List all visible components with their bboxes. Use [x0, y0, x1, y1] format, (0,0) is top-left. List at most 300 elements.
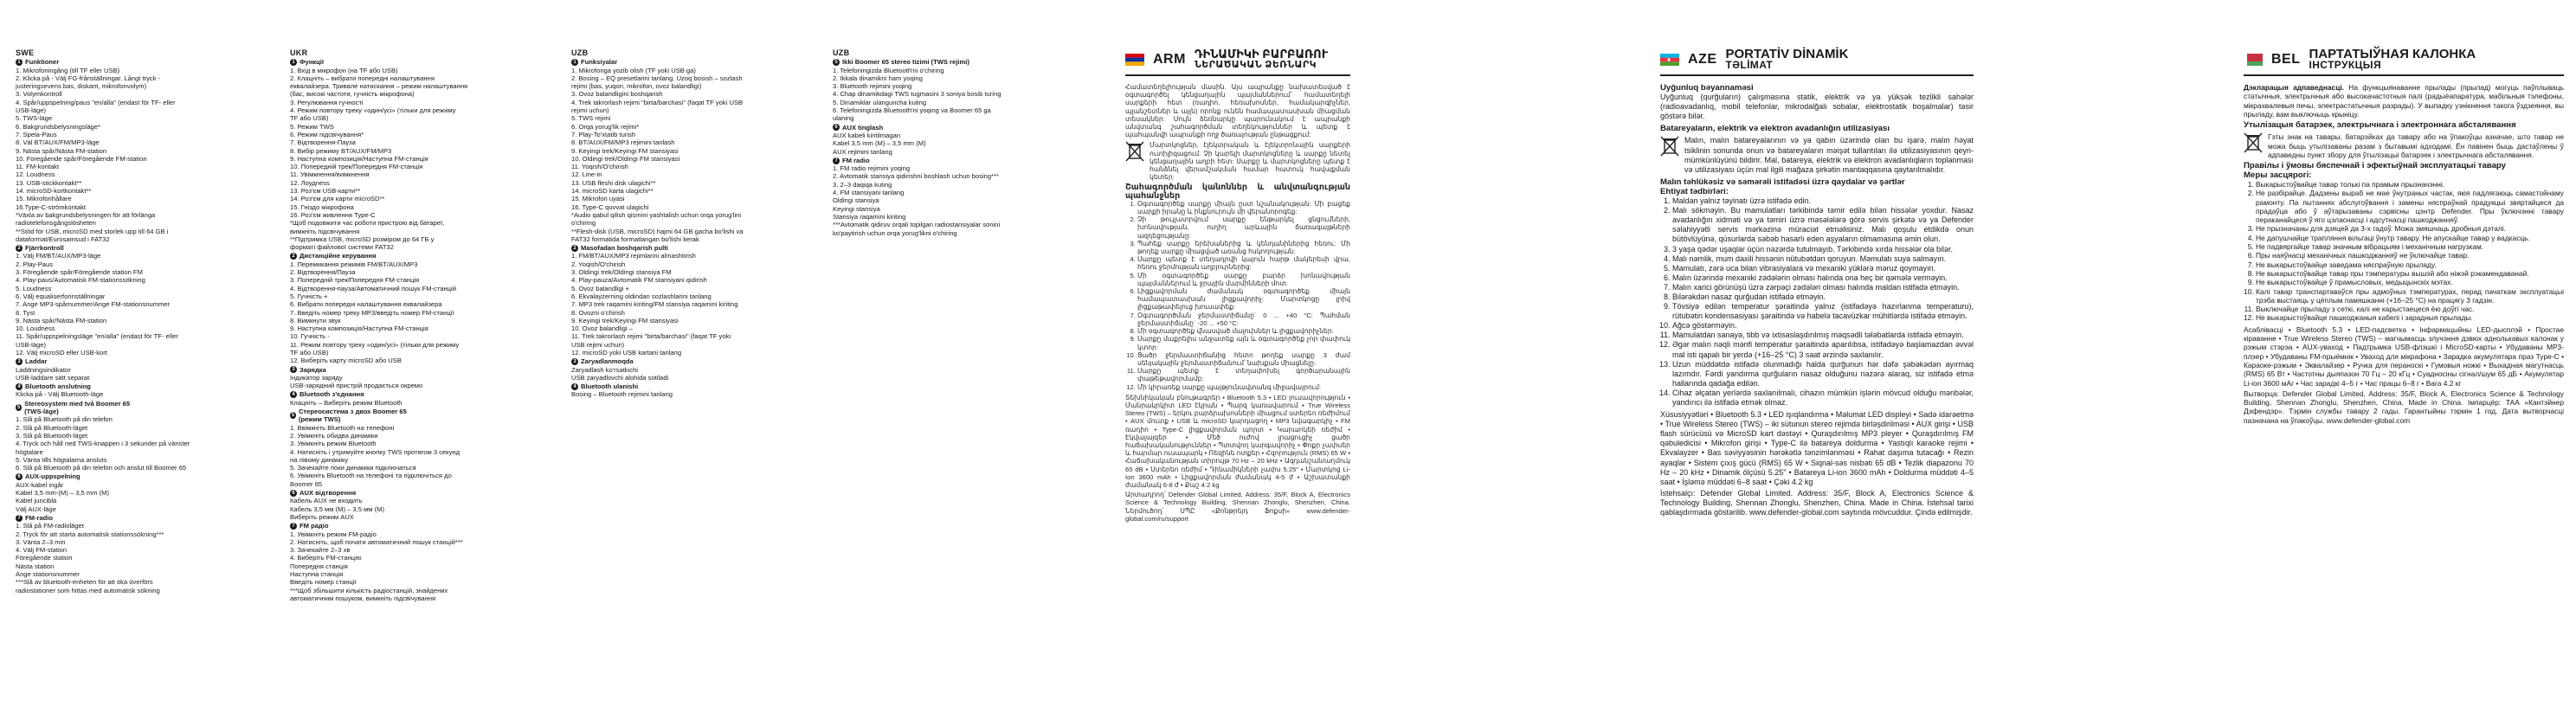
bel-battery: Гэты знак на тавары, батарэйках да тавару або на ўпакоўцы азначае, што тавар не можа быць утылізаваны разам з бытавымі адходамі. Ён павінен быць дастаўлены ў адпаведны пункт збору для ўтылізацыі батарэек і электрычнага абсталявання. [2268, 132, 2564, 160]
list-item: 11. Trek takrorlash rejimi "birta/barchasi" (faqat TF yoki [571, 332, 731, 341]
list-item: 2. Avtomatik stansiya qidirishni boshlash uchun bosing*** [833, 172, 999, 181]
section-heading-text: Bluetooth з'єднання [299, 390, 364, 399]
list-item: USB-läge) [16, 340, 47, 349]
rule-item: 9. Tövsiyə edilən temperatur şəraitində yalnız (istifadəyə hazırlanma temperaturu), rütubətin kondensasiyası şəraitində və habelə tacavüzkar mühitlərdə istifadə etməyin. [1672, 302, 1974, 321]
section-heading [290, 252, 430, 260]
list-item: 8. Вимкнути звук [290, 316, 341, 324]
arm-sheet [1125, 0, 1350, 726]
list-item: 10. Гучність - [290, 332, 330, 341]
section-number-badge: 1 [16, 59, 23, 66]
list-item: 1. FM/BT/AUX/MP3 rejimlarini almashtirish [571, 252, 696, 260]
list-item: 3. Vänta 2–3 min [16, 537, 66, 546]
section-heading [16, 514, 151, 522]
list-item: *Växla av bakgrundsbelysningen för att förlänga [16, 210, 156, 219]
list-item: 4. Tryck och håll ned TWS-knappen i 3 sekunder på vänster [16, 440, 190, 448]
list-item: 7. Введіть номер треку MP3/введіть номер FM-станції [290, 308, 454, 317]
rule-item: 10. Ցածր ջերմաստիճանից հետո թողեք սարքը 3 ժամ սենյակային ջերմաստիճանում՝ նախքան միացնելը: [1137, 351, 1350, 367]
rule-item: 4. Սարքը պետք է տեղադրվի կայուն հարթ մակերեսի վրա, հեռու ջերմության աղբյուրներից: [1137, 255, 1350, 271]
bel-rules-list [2244, 180, 2564, 323]
list-item: 8. Väl BT/AUX/FM/MP3-läge [16, 138, 100, 147]
rule-item: 5. Mamulatı, zərə uca bilan vibrasiyalara və mexaniki yüklərə məruz qoymayın. [1672, 264, 1974, 273]
list-item: 2. Slå på Bluetooth-läget [16, 423, 88, 432]
rule-item: 4. Malı nəmlik, mum daxili hissənin nütubətdən qoruyun. Məmulatı suya salmayın. [1672, 254, 1974, 264]
rule-item: 1. Օգտագործեք սարքը միայն ըստ նշանակության: Մի բացեք սարքի իրանը և ինքնուրույն մի վերանորոգեք: [1137, 200, 1350, 215]
section-heading-text: Стереосистема з двох Boomer 65 (режим TWS) [298, 408, 407, 424]
list-item: 5. Ovoz balandligi + [571, 284, 629, 292]
section-number-badge: 4 [290, 391, 297, 398]
aze-footer: İstehsalçı: Defender Global Limited. Address: 35/F, Block A, Electronics Science & Technology Building, Shennan Zhonglu, Shenzhen, China. Made in China. İstehsal tarixi qablaşdırmada göstərilib. www.defender-global.com saytında mövcuddur. Çində edilmişdir. [1660, 488, 1974, 517]
section-number-badge: 5 [833, 59, 840, 66]
list-item: 3. Попередній трек/Попередня FM-станція [290, 276, 420, 285]
belarus-flag-icon [2244, 54, 2263, 66]
list-item: rejimi uchun) [571, 106, 609, 115]
section-heading [833, 157, 980, 164]
list-item: 14. Роз'єм для карти microSD** [290, 195, 385, 203]
list-item: 4. Play-paus/Automatisk FM-stationssökning [16, 276, 145, 285]
swe-lang-label: SWE [16, 48, 35, 57]
list-item: ***Щоб збільшити кількість радіостанцій, знайдених [290, 586, 448, 594]
list-item: radiostationer som hittas med automatisk sökning [16, 586, 160, 594]
bel-code: BEL [2271, 52, 2301, 67]
section-number-badge: 6 [290, 490, 297, 497]
rule-item: 3. Не прызначаны для дзяцей да 3-х гадоў. Можа змяшчаць дробныя дэталі. [2256, 224, 2564, 233]
list-item: автоматичним пошуком, вимкніть підсвічування [290, 594, 436, 602]
bel-header [2244, 45, 2564, 76]
aze-rules-list [1660, 196, 1974, 408]
section-number-badge: 7 [833, 157, 840, 164]
section-number-badge: 2 [571, 245, 578, 252]
arm-footer: Արտադրող՝ Defender Global Limited, Address: 35/F, Block A, Electronics Science & Technology Building, Shennan Zhonglu, Shenzhen, China. Ներմուծող՝ ՍՊԸ «Քոնթրեյդ Ֆոքսի» www.defender-global.com/ru/support [1125, 491, 1350, 523]
list-item: rejimi (bas, yuqori, mikrofon, ovoz balandligi) [571, 82, 702, 91]
list-item: *Audio qabul qilish qismini yashtalish uchun orqa yorug'lini [571, 210, 742, 219]
rule-item: 6. Malın üzərində mexaniki zədələrin olması halında ona heç bir qəmələ verməyin. [1672, 273, 1974, 283]
list-item: 11. FM-kontakt [16, 163, 60, 171]
section-number-badge: 4 [571, 383, 578, 390]
section-number-badge: 3 [571, 358, 578, 365]
uzb-column-1 [571, 0, 744, 726]
list-item: 3. Ovoz balandligini boshqarish [571, 90, 663, 99]
list-item: 7. Play-To'xtatib turish [571, 130, 636, 138]
section-heading-text: Stereosystem med två Boomer 65 (TWS-läge) [24, 399, 131, 416]
arm-subtitle: ՆԵՐԱԾԱԿԱՆ ՁԵՌՆԱՐԿ [1194, 60, 1317, 70]
crossed-bin-icon [2244, 132, 2263, 153]
rule-item: 6. Լիցքավորման ժամանակ օգտագործեք միայն համապատասխան լիցքավորիչ: Մարտկոցը լրիվ լիցքաթափելուց խուսափեք: [1137, 287, 1350, 312]
arm-rules-list [1125, 200, 1350, 391]
list-item: 2. Ikkala dinamikni ham yoqing [833, 74, 923, 82]
arm-rules-heading: Շահագործման կանոններ և անվտանգության պահանջներ [1125, 183, 1350, 201]
list-item: 16.Type-C-strömkontakt [16, 202, 87, 211]
section-number-badge: 5 [291, 413, 295, 419]
list-item: вимкніть підсвічування [290, 227, 360, 235]
list-item: 3. Föregående spår/Föregående station FM [16, 268, 143, 277]
rule-item: 9. Не выкарыстоўвайце ў прамысловых, медыцынскіх мэтах. [2256, 278, 2564, 286]
crossed-bin-icon [1125, 141, 1144, 162]
list-item: 4. FM stansiyani tanlang [833, 189, 905, 197]
list-item: 12. Line-in [571, 170, 602, 179]
ukr-lines [290, 58, 468, 602]
section-heading-text: AUX tinglash [842, 123, 884, 132]
list-item: 3. Bluetooth rejimini yoqing [833, 82, 912, 91]
arm-specs: Տեխնիկական բնութագրեր • Bluetooth 5.3 • LED լուսավորություն • Մանրակրկիտ LED էկրան • Պարզ կառավարում • True Wireless Stereo (TWS) – երկու բարձրախոսների միացում ստերեո ռեժիմում • AUX մուտք • USB և microSD կարդացող • MP3 նվագարկիչ • FM ռադիո • Type-C լիցքավորման պորտ • Կարաոկեի ռեժիմ • Էկվալայզեր • Մեծ ուժով լրացուցիչ ցածր հաճախականություններ • Պտտվող կարգավորիչ • Փոքր չափսեր և հարմար ուսապարկ • Ռեզինե ոտքեր • Հզորություն (RMS) 65 W • Հաճախականության տիրույթ 70 Hz – 20 kHz • Ազդանշան/աղմուկ 65 dB • Ստերեո ռեժիմ • Դինամիկների չափս 5.25" • Մարտկոց Li-Ion 3600 mAh • Լիցքավորման ժամանակ 4-5 ժ • Աշխատանքի ժամանակ 6-8 ժ • Քաշ 4.2 kg [1125, 393, 1350, 489]
list-item: 3. Slå på Bluetooth-läget [16, 431, 88, 440]
aze-sheet [1660, 0, 1974, 726]
list-item: 1. Slå på FM-radioläget [16, 522, 84, 530]
section-number-badge: 3 [16, 358, 23, 365]
list-item: 5. Loudness [16, 284, 52, 292]
rule-item: 11. Выключайце прыладу з сеткі, калі не карыстаецеся ёю доўгі час. [2256, 305, 2564, 313]
list-item: 1. Ввімкніть Bluetooth на телефоні [290, 423, 395, 432]
list-item: 2. Відтворення/Пауза [290, 268, 356, 277]
list-item: justeringsevens bas, diskant, mikrofonvolym) [16, 82, 147, 91]
list-item: 2. Bosing – EQ presetlarini tanlang. Uzoq bosish – sozlash [571, 74, 743, 82]
list-item: Виберіть режим AUX [290, 512, 354, 521]
list-item: 3. Зачекайте 2–3 хв [290, 546, 351, 555]
list-item: 2. Play-Paus [16, 260, 54, 268]
rule-item: 7. Օգտագործման ջերմաստիճանը` 0 ... +40 °C: Պահման ջերմաստիճանը` -20 ... +50 °C: [1137, 312, 1350, 327]
list-item: 7. Spela-Paus [16, 130, 57, 138]
list-item: 8. BT/AUX/FM/MP3 rejimini tanlash [571, 138, 675, 147]
list-item: 11. Увімкнення/вимкнення [290, 170, 370, 179]
swe-column [16, 0, 190, 726]
list-item: 2. Клацніть – вибрати попередні налаштування [290, 74, 435, 82]
list-item: 13. USB fleshi disk ulagichi** [571, 178, 656, 187]
section-heading [290, 58, 430, 66]
list-item: 1. Перемикання режимів FM/BT/AUX/MP3 [290, 260, 418, 268]
azerbaijan-flag-icon [1660, 54, 1679, 66]
aze-compat-heading: Uyğunluq bəyannaməsi [1660, 83, 1754, 93]
bel-rules-sub: Меры засцярогі: [2244, 170, 2312, 180]
list-item: 6. Orqa yorug'lik rejimi* [571, 122, 640, 131]
bel-compat: На функцыянаванне прылады (прылад) могуць паўплываць статычныя, электрычныя або высокачастотныя палі (радыёапаратура, мабільныя тэлефоны, мікрахвалевыя печы, электрастатычныя разрады). У выпадку узнікнення такога ўздзеяння, вы прыладу, вам выключыць крыніцу. [2244, 83, 2564, 119]
rule-item: 3. 3 yaşa qədər uşaqlar üçün nəzərdə tutulmayıb. Tərkibində xırda hissələr ola bilər. [1672, 245, 1974, 254]
aze-battery-heading: Batareyaların, elektrik və elektron avadanlığın utilizasiyası [1660, 124, 1890, 134]
list-item: 2. Klicka på - Välj FG-frånställningar. Långt tryck - [16, 74, 161, 82]
list-item: 5. Зачекайте поки динаміки підключаться [290, 464, 416, 472]
list-item: 9. Nästa spår/Nästa FM-station [16, 316, 107, 324]
section-heading [571, 357, 710, 365]
list-item: Stansiya raqamini kiriting [833, 212, 906, 221]
section-heading-text: Дистанційне керування [299, 252, 377, 260]
rule-item: 13. Uzun müddətdə istifadə olunmadığı halda qurğunun hər dəfə şəbəkədən ayırmaq lazımdır. Fərdi yandırma qurğuların nasaz olduğunu nəzərə alaraq, siz istifadə etmə hallarında qadağa edilən. [1672, 360, 1974, 389]
section-heading-text: Зарядка [299, 365, 326, 374]
list-item: ***Slå av bluetooth-enheten för att öka överförs [16, 578, 153, 587]
list-item: 4. Відтворення-пауза/Автоматичний пошук FM-станцій [290, 284, 456, 292]
list-item: 14. microSD-kortkontakt** [16, 187, 92, 196]
list-item: *Щоб подовжити час роботи пристрою від батареї, [290, 219, 445, 228]
list-item: TF або USB) [290, 114, 329, 123]
section-heading [16, 400, 151, 416]
bel-subtitle: ІНСТРУКЦЫЯ [2309, 59, 2381, 71]
list-item: 6. Вибрати попередні налаштування еквалайзера [290, 300, 442, 309]
section-heading [290, 522, 430, 530]
section-number-badge: 6 [16, 473, 23, 480]
rule-item: 3. Պահեք սարքը երեխաներից և կենդանիներից հեռու: Մի թողեք սարքը միացված առանց հսկողության: [1137, 240, 1350, 255]
list-item: 6. Ekvalayzerning oldindan sozlashlarini tanlang [571, 292, 712, 300]
list-item: Кабель AUX не входить [290, 497, 363, 505]
list-item: 3. Volymkontroll [16, 90, 62, 99]
list-item: 12. Loudness [16, 170, 55, 179]
arm-header [1125, 45, 1350, 76]
list-item: **Stöd för USB, microSD med storlek upp till 64 GB i [16, 227, 169, 235]
list-item: 13. Роз'єм USB-карти** [290, 187, 361, 196]
list-item: 11. Yoqish/O'chirish [571, 163, 628, 171]
list-item: 4. Режим повтору треку «один/усі» (тільки для режиму [290, 106, 456, 115]
aze-rules-heading: Malın təhlükəsiz və səmərəli istifadəsi üzrə qaydalar və şərtlər [1660, 177, 1905, 187]
rule-item: 10. Ağcə göstərməyin. [1672, 321, 1974, 331]
rule-item: 12. Մի կիրառեք սարքը պայթյունավտանգ միջավայրում: [1137, 383, 1350, 391]
list-item: 8. Вибір режиму BT/AUX/FM/MP3 [290, 146, 392, 155]
list-item: Наступна станція [290, 570, 344, 578]
list-item: 9. Наступна композиція/Наступна FM-станція [290, 324, 428, 333]
rule-item: 6. Пры наяўнасці механічных пашкоджанняў не ўключайце тавар. [2256, 251, 2564, 260]
list-item: 4. Spår/uppspelning/paus "en/alla" (endast för TF- eller [16, 98, 176, 106]
list-item: AUX rejimini tanlang [833, 147, 892, 156]
section-heading-text: Funksiyalar [581, 58, 618, 67]
section-heading-text: Функції [299, 58, 325, 67]
list-item: 5. TWS rejimi [571, 114, 611, 123]
list-item: Kabel juncibla [16, 497, 57, 505]
section-heading [571, 58, 710, 66]
list-item: 14. microSD karta ulagichi** [571, 187, 654, 196]
rule-item: 5. Не падвяргайце тавар значным вібрацыям і механічным нагрузкам. [2256, 242, 2564, 251]
section-number-badge: 2 [290, 253, 297, 260]
section-heading [571, 382, 710, 390]
rule-item: 7. Malın xarici görünüşü üzrə zərpəçi zədələri olması halında maldan istifadə etməyin. [1672, 283, 1974, 292]
list-item: dataformat/Eurosamsud i FAT32 [16, 235, 110, 243]
list-item: Клацніть – Виберіть режим Bluetooth [290, 398, 402, 407]
list-item: FAT32 formatida formatlangan bo'lishi kerak [571, 235, 699, 243]
section-heading [571, 244, 710, 252]
section-heading-text: Fjärrkontroll [25, 244, 64, 253]
section-heading [16, 58, 151, 66]
list-item: 6. Bakgrundsbelysningsläge* [16, 122, 100, 131]
rule-item: 12. Не выкарыстоўвайце пашкоджаныя кабелі і зарадныя прылады. [2256, 313, 2564, 322]
section-number-badge: 3 [290, 366, 297, 373]
list-item: 3. Oldingi trek/Oldingi stansiya FM [571, 268, 672, 277]
list-item: Klicka på - Välj Bluetooth-läge [16, 390, 104, 399]
section-number-badge: 4 [16, 383, 23, 390]
rule-item: 11. Mamulatdan sanayə, tibb və ixtisaslaşdırılmış məqsədli tələbatlarda istifadə etməyin. [1672, 331, 1974, 340]
rule-item: 8. Մի օգտագործեք վնասված մալուխներ և լիցքավորիչներ: [1137, 327, 1350, 335]
aze-compat: Uyğunluq (qurğuların) çalışmasına statik, elektrik və ya yüksək tezlikli sahələr (radioavadanlıq, mobil telefonlar, mikrodalğalı sobalar, elektrostatik boşalmalar) təsir göstərə bilər. [1660, 93, 1974, 121]
list-item: 1. Увімкніть режим FM-радіо [290, 530, 377, 538]
rule-item: 2. Malı sökməyin. Bu mamulatları tərkibində təmir edilə bilən hissələr yoxdur. Nasaz avadanlığın xidməti və ya təmiri üzrə məsələlərə görə servis şirkətə və ya Defender səlahiyyətli servis mərkəzinə müraciət etməlisiniz. Malı qoşulu etdikdə onun bütövlüyünə, qüsurlarda səbəb hasarlı eden aşyaların olmamasına əmin olun. [1672, 206, 1974, 244]
list-item: o'chiring [571, 219, 596, 228]
ukr-lang-label: UKR [290, 48, 308, 57]
list-item: Nästa station [16, 562, 55, 570]
rule-item: 2. Չի թույլատրվում սարքը ենթարկել ցնցումների, խոնավության, ուղիղ արևային ճառագայթների ազդեցությանը: [1137, 215, 1350, 240]
list-item: ko'paytirish uchun orqa yorug'likni o'chiring [833, 228, 957, 237]
section-number-badge: 1 [290, 59, 297, 66]
aze-title: PORTATİV DİNAMİK [1725, 47, 1849, 61]
list-item: 9. Keyingi trek/Keyingi FM stansiyasi [571, 316, 679, 324]
list-item: 4. Play-pauza/Avtomatik FM stansiyani qidirish [571, 276, 707, 285]
list-item: 4. Välj FM-station [16, 546, 68, 555]
list-item: Попередня станція [290, 562, 348, 570]
section-heading-text: FM радіо [299, 522, 329, 530]
list-item: 5. Режим TWS [290, 122, 334, 131]
list-item: TF або USB) [290, 348, 329, 357]
rule-item: 10. Калі тавар транспартаваўся пры адмоўных тэмпературах, перад пачаткам эксплуатацыі трэба выстаяць у цёплым памяшканні (+16–25 °C) на працягу 3 гадзін. [2256, 287, 2564, 305]
list-item: 6. Telefoningizda Bluetooth'ni yoqing va Boomer 65 ga [833, 106, 991, 115]
list-item: ***Avtomatik qidiruv orqali topilgan radiostansiyalar sonini [833, 221, 1001, 229]
list-item: 10. Föregående spår/Föregående FM-station [16, 154, 147, 163]
list-item: Kabel 3,5 mm (M) – 3,5 mm (M) [833, 139, 926, 148]
list-item: еквалайзера. Тривале натискання – режим налаштування [290, 82, 468, 91]
section-number-badge: 6 [833, 124, 840, 131]
list-item: 1. Mikrofoningång (till TF eller USB) [16, 66, 120, 74]
list-item: 7. MP3 trek raqamini kiriting/FM stansiya raqamini kiriting [571, 300, 738, 309]
list-item: 2. Натисніть, щоб почати автоматичний пошук станцій*** [290, 537, 463, 546]
aze-specs: Xüsusiyyətləri • Bluetooth 5.3 • LED işıqlandırma • Məlumat LED displeyi • Sadə idarəetmə • True Wireless Stereo (TWS) – iki sütunun stereo rejimdə birləşdirilməsi • AUX girişi • USB flash sürücüsü və MicroSD kart dəstəyi • Quraşdırılmış MP3 pleyer • Quraşdırılmış FM qəbuledicisi • Mikrofon girişi • Type-C ilə batareya doldurma • Yastıqlı karaoke rejimi • Ekvalayzer • Bas səviyyəsinin hərəkətlə tənzimlənməsi • Rahat daşıma tutacağı • Rezin ayaqlar • Sistem çıxış gücü (RMS) 65 W • Siqnal-səs nisbəti 65 dB • Tezlik diapazonu 70 Hz – 20 kHz • Dinamik ölçüsü 5.25" • Batareya Li-ion 3600 mAh • Doldurma müddəti 4–5 saat • İşləmə müddəti 6–8 saat • Çəki 4.2 kg [1660, 410, 1974, 486]
list-item: 1. Slå på Bluetooth på din telefon [16, 415, 113, 424]
bel-sheet [2244, 0, 2564, 726]
list-item: 12. Виберіть карту microSD або USB [290, 357, 402, 365]
aze-header [1660, 45, 1974, 76]
list-item: 4. Trek takrorlash rejimi "birta/barchasi" (faqat TF yoki USB [571, 98, 744, 106]
list-item: 1. Telefoningizda Bluetooth'ni o'chiring [833, 66, 944, 74]
aze-code: AZE [1688, 52, 1717, 67]
arm-code: ARM [1153, 52, 1186, 67]
list-item: 4. Натисніть і утримуйте кнопку TWS протягом 3 секунд [290, 447, 460, 456]
armenia-flag-icon [1125, 54, 1144, 66]
section-heading [16, 472, 151, 480]
section-heading [833, 124, 980, 132]
list-item: USB zaryadlovchi alohida sotiladi [571, 373, 669, 382]
section-heading-text: Laddar [25, 357, 48, 366]
list-item: 10. Ovoz balandligi – [571, 324, 633, 333]
rule-item: 8. Не выкарыстоўвайце тавар пры тэмпературы вышэй або ніжэй рэкамендаванай. [2256, 269, 2564, 278]
arm-body [1125, 83, 1350, 523]
rule-item: 5. Մի օգտագործեք սարքը բարձր խոնավության պայմաններում և ջրային մարմինների մոտ: [1137, 272, 1350, 287]
list-item: 5. Dinamiklar ulanguncha kuting [833, 98, 927, 106]
list-item: 9. Наступна композиція/Наступна FM-станція [290, 154, 428, 163]
section-number-badge: 1 [571, 59, 578, 66]
list-item: Laddningsindikator [16, 365, 71, 374]
section-heading-text: FM-radio [25, 513, 54, 522]
list-item: Kabel 3,5 mm-(M) – 3,5 mm (M) [16, 489, 110, 498]
section-heading-text: AUX-uppspelning [25, 472, 80, 481]
section-heading [290, 366, 430, 374]
list-item: 11. Spår/uppspelningsläge "en/alla" (endast för TF- eller [16, 332, 178, 341]
list-item: **Підтримка USB, microSD розміром до 64 ГБ у [290, 235, 435, 243]
section-heading-text: Masofadan boshqarish pulti [581, 244, 668, 253]
list-item: форматі файлової системи FAT32 [290, 243, 394, 252]
arm-battery: Մարտկոցներ, էլեկտրական և էլեկտրոնային սարքերի ուտիլիզացում. Չի կարելի մարտկոցները և սարքը նետել կենցաղային աղբի հետ: Սարքը և մարտկոցները պետք է հանձնել վերամշակման համար հատուկ հավաքման կետեր: [1150, 141, 1350, 182]
list-item: USB rejimi uchun) [571, 340, 625, 349]
ukr-column [290, 0, 468, 726]
bel-body [2244, 83, 2564, 425]
list-item: 6. Режим підсвічування* [290, 130, 364, 138]
list-item: 15. Mikrofonhållare [16, 195, 72, 203]
list-item: 4. Виберіть FM-станцію [290, 554, 362, 562]
aze-subtitle: TƏLİMAT [1725, 59, 1774, 71]
list-item: 12. Välj microSD eller USB-kort [16, 348, 107, 357]
uzb2-lang-label: UZB [833, 48, 850, 57]
section-heading [290, 408, 430, 424]
section-heading [290, 489, 430, 497]
section-heading-text: Bluetooth anslutning [25, 382, 91, 391]
list-item: 16. Type-C quvvat ulagichi [571, 202, 649, 211]
section-heading-text: FM radio [842, 156, 870, 164]
list-item: 7. Відтворення-Пауза [290, 138, 356, 147]
section-heading [16, 382, 151, 390]
section-heading-text: Funktioner [25, 58, 60, 67]
list-item: 5. Гучність + [290, 292, 328, 300]
list-item: 9. Nästa spår/Nästa FM-station [16, 146, 107, 155]
list-item: 3. Увімкніть режим Bluetooth [290, 440, 377, 448]
rule-item: 11. Սարքը պետք է տեղափոխել գործարանային փաթեթավորմամբ: [1137, 367, 1350, 382]
list-item: Індикатор заряду [290, 373, 343, 382]
list-item: на лівому динаміку [290, 455, 349, 464]
uzb-column-2 [833, 0, 1001, 726]
arm-title: ԴԻՆԱՄԻԿԻ ԲԱՐԲԱՌՈՒ [1194, 48, 1329, 61]
list-item: 6. Увімкніть Bluetooth на телефоні та підключіться до [290, 472, 452, 480]
section-heading-text: Bluetooth ulanishi [581, 382, 639, 391]
list-item: 1. Välj FM/BT/AUX/MP3-läge [16, 252, 101, 260]
section-number-badge: 7 [16, 515, 23, 522]
list-item: 15. Гніздо мікрофона [290, 202, 354, 211]
list-item: USB-зарядний пристрій продається окремо [290, 382, 423, 390]
list-item: 1. Mikrofonga yozib olish (TF yoki USB ga) [571, 66, 696, 74]
list-item: AUX kabeli kiritilmagan [833, 131, 901, 139]
list-item: AUX-kabel ingår [16, 480, 64, 489]
bel-battery-heading: Утылізацыя батарэек, электрычнага і электроннага абсталявання [2244, 120, 2516, 131]
uzb1-lang-label: UZB [571, 48, 589, 57]
list-item: ulaning [833, 114, 854, 123]
section-number-badge: 5 [16, 405, 21, 411]
aze-rules-sub: Ehtiyat tədbirləri: [1660, 186, 1729, 196]
list-item: **Flesh-disk (USB, microSD) hajmi 64 GB gacha bo'lishi va [571, 227, 744, 235]
list-item: 8. Tyst [16, 308, 35, 317]
swe-lines [16, 58, 190, 594]
rule-item: 9. Սարքը մաքրելիս անջատեք այն և օգտագործեք չոր փափուկ կտոր: [1137, 335, 1350, 350]
list-item: 5. Vänta tills högtalarna ansluts [16, 455, 107, 464]
list-item: 6. Slå på Bluetooth på din telefon och anslut till Boomer 65 [16, 464, 187, 472]
section-heading [290, 390, 430, 398]
list-item: radiotelefonsgångslösheten [16, 219, 96, 228]
uzb1-lines [571, 58, 744, 399]
list-item: Bosing – Bluetooth rejimini tanlang [571, 390, 673, 399]
list-item: Кабель 3,5 мм (M) – 3,5 мм (M) [290, 504, 385, 513]
list-item: 3. 2–3 daqiqa kuting [833, 180, 892, 189]
list-item: 3. Регулювання гучності [290, 98, 364, 106]
list-item: Zaryadlash ko'rsatkichi [571, 365, 638, 374]
list-item: 8. Ovozni o'chirish [571, 308, 625, 317]
list-item: 10. Oldingi trek/Oldingi FM stansiyasi [571, 154, 680, 163]
list-item: 10. Loudness [16, 324, 55, 333]
bel-title: ПАРТАТЫЎНАЯ КАЛОНКА [2309, 47, 2476, 61]
list-item: 5. TWS-läge [16, 114, 53, 123]
rule-item: 14. Cihaz əlçatan yerlərdə saxlanılmalı, cihazın mümkün işlərin mövcud olduğu mənbələr, yandırıcı ilə istifadə etmək olmaz. [1672, 389, 1974, 408]
list-item: 16. Роз'єм живлення Type-C [290, 210, 376, 219]
list-item: 10. Попередній трек/Попередня FM-станція [290, 163, 423, 171]
rule-item: 1. Maldan yalnız təyinatı üzrə istifadə edin. [1672, 196, 1974, 206]
list-item: 15. Mikrofon uyasi [571, 195, 625, 203]
aze-battery: Malın, malın batareyalarının və ya qabın üzərində olan bu işarə, malın həyat tsiklinin sonunda onun və batareyaların məişət tullantıları ilə utilizasiyasının qeyri-mümkünlüyünü bildirir. Mal, batareya, elektrik və elektron avadanlıqların toplanması və utilizasiyası üçün mal ilgili mağaza şirkətin mantaqqasına qaytarılmalıdır. [1684, 136, 1974, 174]
section-number-badge: 2 [16, 245, 23, 252]
bel-rules-heading: Правілы і ўмовы бяспечнай і эфектыўнай эксплуатацыі тавару [2244, 161, 2506, 171]
section-heading [16, 244, 151, 252]
rule-item: 8. Bilərəkdən nasaz qurğudan istifadə etməyin. [1672, 292, 1974, 302]
crossed-bin-icon [1660, 136, 1679, 157]
list-item: Boomer 65 [290, 479, 323, 488]
section-heading-text: Zaryadlanmoqda [581, 357, 634, 366]
list-item: Välj AUX-läge [16, 504, 56, 513]
list-item: (бас, високі частоти, гучність мікрофона) [290, 90, 415, 99]
rule-item: 1. Выкарыстоўвайце тавар толькі па прамым прызначэнні. [2256, 180, 2564, 189]
list-item: 2. Yoqish/O'chirish [571, 260, 626, 268]
